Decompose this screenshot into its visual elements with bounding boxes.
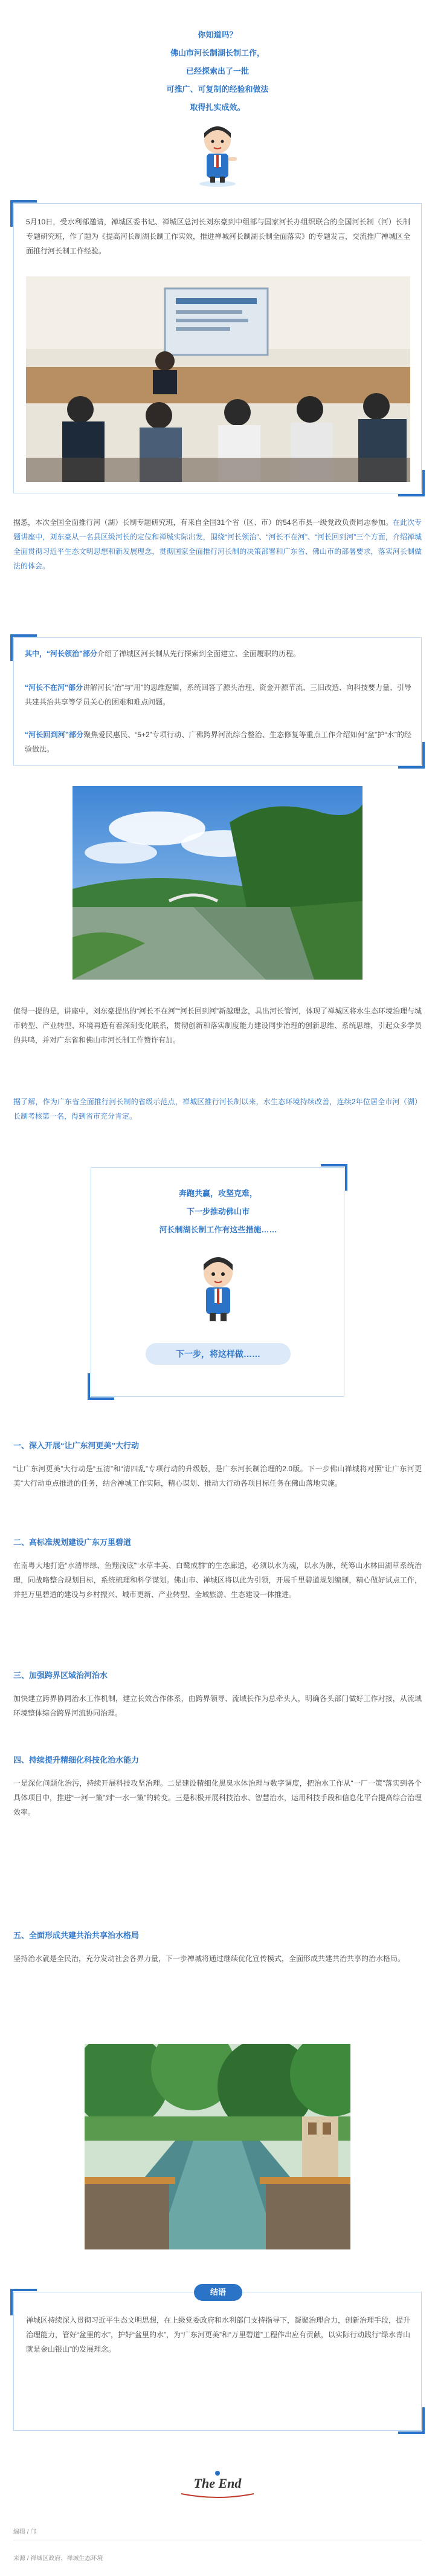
section-title: 五、全面形成共建共治共享治水格局 xyxy=(13,1931,140,1940)
summary-lead: “河长回到河”部分 xyxy=(25,730,84,739)
summary-box xyxy=(13,637,422,766)
paragraph-text: 据悉，本次全国全面推行河（湖）长制专题研究班，有来自全国31个省（区、市）的54名市县一级党政负责同志参加。 xyxy=(13,518,393,527)
corner-decoration xyxy=(398,2407,425,2434)
conclusion-badge: 结语 xyxy=(194,2284,242,2301)
end-text: The End xyxy=(193,2476,242,2491)
summary-text: 聚焦爱民惠民、“5+2”专项行动、广佛跨界河流综合整治、生态修复等重点工作介绍如何“盆”护“水”的经验做法。 xyxy=(25,730,411,753)
intro-line: 取得扎实成效。 xyxy=(190,103,245,112)
summary-paragraph xyxy=(25,727,411,756)
section-title: 一、深入开展“让广东河更美”大行动 xyxy=(13,1441,140,1450)
news-box xyxy=(13,203,422,493)
next-steps-banner: 下一步，将这样做…… xyxy=(146,1343,291,1365)
conclusion-box xyxy=(13,2288,422,2431)
summary-lead: “河长不在河”部分 xyxy=(25,683,83,692)
heading-line: 奔跑共赢，攻坚克难， xyxy=(178,1189,257,1198)
section-title: 二、高标准规划建设广东万里碧道 xyxy=(13,1538,132,1547)
end-mark xyxy=(175,2467,260,2503)
section-block xyxy=(13,1754,422,1820)
intro-line: 可推广、可复制的经验和做法 xyxy=(166,85,269,94)
section-text: 坚持治水就是全民治，充分发动社会各界力量，下一步禅城将通过继续优化宣传模式，全面形成共建共治共享的治水格局。 xyxy=(13,1954,405,1963)
section-text: 加快建立跨界协同治水工作机制，建立长效合作体系，由跨界领导、流域长作为总牵头人，明确各头部门做好工作对接，从流域环境整体综合跨界河流协同治理。 xyxy=(13,1694,422,1717)
mascot-illustration xyxy=(193,1252,243,1325)
section-title: 四、持续提升精细化科技化治水能力 xyxy=(13,1755,140,1764)
corner-decoration xyxy=(88,1373,114,1400)
summary-paragraph xyxy=(25,680,411,709)
canal-photo xyxy=(85,2044,350,2249)
heading-line: 下一步推动佛山市 xyxy=(186,1207,250,1216)
intro-block xyxy=(0,27,435,117)
meeting-photo xyxy=(26,276,410,482)
intro-line: 佛山市河长制湖长制工作， xyxy=(170,48,265,57)
summary-lead: 其中，“河长领治”部分 xyxy=(25,649,98,658)
section-title: 三、加强跨界区域治河治水 xyxy=(13,1671,108,1680)
section-block xyxy=(13,1439,422,1491)
river-photo xyxy=(72,786,362,980)
highlighted-text: 在此次专题讲座中，刘东豪从一名县区级河长的定位和禅城实际出发，围绕“河长领治”、“河长不在河”、“河长回到河”三个方面，介绍禅城全面贯彻习近平生态文明思想和新发展理念，贯彻国家全面推行河长制的决策部署和广东省、佛山市的部署要求，落实河长制做法的体会。 xyxy=(13,518,422,570)
intro-line: 已经探索出了一批 xyxy=(185,67,249,76)
intro-line: 你知道吗？ xyxy=(198,30,237,39)
editor-credit: 编辑 / 邝 xyxy=(13,2529,37,2535)
source-credit: 来源 / 禅城区政府、禅城生态环境 xyxy=(13,2555,103,2562)
summary-text: 介绍了禅城区河长制从先行探索到全面建立、全面履职的历程。 xyxy=(97,649,301,658)
section-block xyxy=(13,1929,422,1966)
summary-paragraph xyxy=(25,646,411,661)
mascot-illustration xyxy=(192,121,243,187)
heading-line: 河长制湖长制工作有这些措施…… xyxy=(159,1225,277,1234)
corner-decoration xyxy=(10,2289,37,2315)
body-paragraph xyxy=(13,515,422,573)
highlight-paragraph: 据了解，作为广东省全面推行河长制的省级示范点，禅城区推行河长制以来，水生态环境持续改善，连续2年位居全市河（湖）长制考核第一名，得到省市充分肯定。 xyxy=(13,1098,422,1120)
section-text: 在南粤大地打造“水清岸绿、鱼翔浅底”“水草丰美、白鹭成群”的生态廊道，必须以水为魂，以水为脉，统筹山水林田湖草系统治理，同战略整合规划目标，系统梳理和科学谋划。佛山市、禅城区将以此为引领，开展千里碧道规划编制，精心做好试点工作，并把万里碧道的建设与乡村振兴、城市更新、产业转型、全域旅游、生态建设一体推进。 xyxy=(13,1561,422,1599)
summary-text: 讲解河长“治”与“用”的思维逻辑，系统回答了源头治理、资金开源节流、三旧改造、向科技要力量、引导共建共治共享等学员关心的困难和难点问题。 xyxy=(25,683,412,706)
next-steps-box xyxy=(91,1167,344,1397)
next-steps-heading xyxy=(91,1185,345,1239)
section-block xyxy=(13,1669,422,1720)
section-block xyxy=(13,1536,422,1602)
section-text: “让广东河更美”大行动是“五清”和“清四乱”专项行动的升级版，是广东河长制治理的2.0版。下一步佛山禅城将对照“让广东河更美”大行动重点推进的任务，结合禅城工作实际，精心谋划、推动大行动各项目标任务在佛山落地实施。 xyxy=(13,1465,422,1488)
news-text: 5月10日，受水利部邀请，禅城区委书记、禅城区总河长刘东豪到中组部与国家河长办组织联合的全国河长制（河）长制专题研究班，作了题为《提高河长制湖长制工作实效，推进禅城河长制湖长制全面落实》的专题发言，交流推广禅城区全面推行河长制工作经验。 xyxy=(26,218,411,255)
section-text: 一是深化问题化治污，持续开展科技攻坚治理。二是建设精细化黑臭水体治理与数字调度，把治水工作从“一厂一策”落实到各个具体项目中，推进“一河一策”到“一水一策”的转变。三是积极开展科技治水、智慧治水，运用科技手段和信息化平台提高综合治理效率。 xyxy=(13,1779,422,1817)
body-paragraph: 值得一提的是，讲座中，刘东豪提出的“河长不在河”“河长回到河”新越理念，具出河长管河，体现了禅城区将水生态环境治理与城市转型、产业转型、环境再造有着深刻变化联系，贯彻创新和落实制度能力建设同步治理的创新思维、系统思维，引起众多学员的共鸣，并对广东省和佛山市河长制工作赞许有加。 xyxy=(13,1007,422,1044)
conclusion-text: 禅城区持续深入贯彻习近平生态文明思想，在上级党委政府和水利部门支持指导下，凝聚治理合力，创新治理手段，提升治理能力，管好“盆里的水”，护好“盆里的水”，为“广东河更美”和“万里碧道”工程作出应有贡献，以实际行动践行“绿水青山就是金山银山”的发展理念。 xyxy=(26,2316,411,2353)
